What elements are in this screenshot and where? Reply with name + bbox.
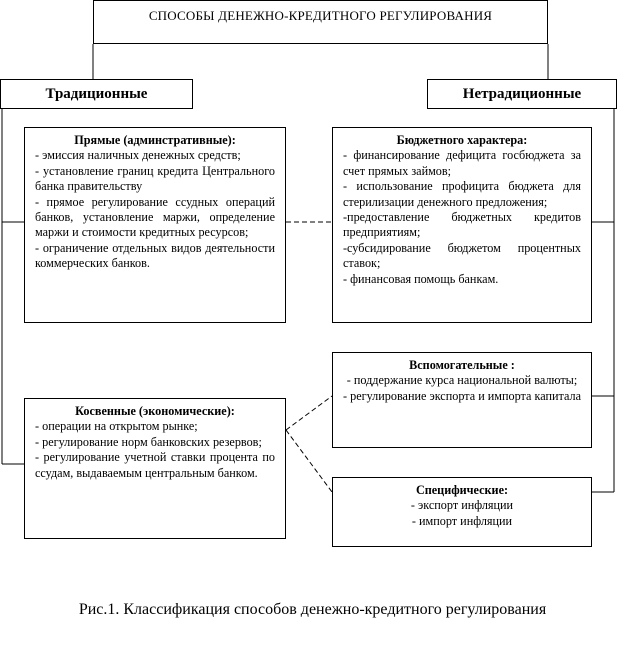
box-auxiliary-methods [332, 352, 592, 448]
list-item: -субсидирование бюджетом процентных ставок; [343, 240, 581, 271]
list-item: - поддержание курса национальной валюты; [346, 373, 578, 388]
list-item: - ограничение отдельных видов деятельности коммерческих банков. [35, 240, 275, 271]
box-direct-methods [24, 127, 286, 323]
list-item: - установление границ кредита Центрального банка правительству [35, 163, 275, 194]
list-item: - финансирование дефицита госбюджета за счет прямых займов; [343, 148, 581, 178]
list-item: - использование профицита бюджета для стерилизации денежного предложения; [343, 179, 581, 209]
figure-caption: Рис.1. Классификация способов денежно-кредитного регулирования [78, 601, 547, 618]
category-traditional: Традиционные [0, 79, 193, 109]
list-item: - регулирование экспорта и импорта капитала [343, 388, 581, 403]
list-item: - эмиссия наличных денежных средств; [35, 148, 241, 163]
list-item: - экспорт инфляции [410, 498, 514, 513]
box-direct-methods-heading: Прямые (админстративные): [74, 133, 236, 147]
diagram-title: СПОСОБЫ ДЕНЕЖНО-КРЕДИТНОГО РЕГУЛИРОВАНИЯ [93, 0, 548, 44]
box-specific-methods [332, 477, 592, 547]
list-item: - импорт инфляции [411, 513, 513, 528]
box-budget-methods-heading: Бюджетного характера: [396, 133, 528, 147]
list-item: - регулирование норм банковских резервов; [35, 434, 262, 449]
list-item: -предоставление бюджетных кредитов предприятиям; [343, 210, 581, 240]
list-item: - прямое регулирование ссудных операций банков, установление маржи, определение маржи и стоимости кредитных ресурсов; [35, 194, 275, 240]
list-item: - регулирование учетной ставки процента по ссудам, выдаваемым центральным банком. [35, 450, 275, 480]
box-budget-methods [332, 127, 592, 323]
box-indirect-methods-heading: Косвенные (экономические): [75, 404, 235, 418]
list-item: - финансовая помощь банкам. [343, 271, 499, 286]
list-item: - операции на открытом рынке; [35, 419, 198, 434]
box-auxiliary-methods-heading: Вспомогательные : [409, 358, 515, 372]
category-nontraditional: Нетрадиционные [427, 79, 617, 109]
box-specific-methods-heading: Специфические: [415, 483, 509, 497]
box-indirect-methods [24, 398, 286, 539]
